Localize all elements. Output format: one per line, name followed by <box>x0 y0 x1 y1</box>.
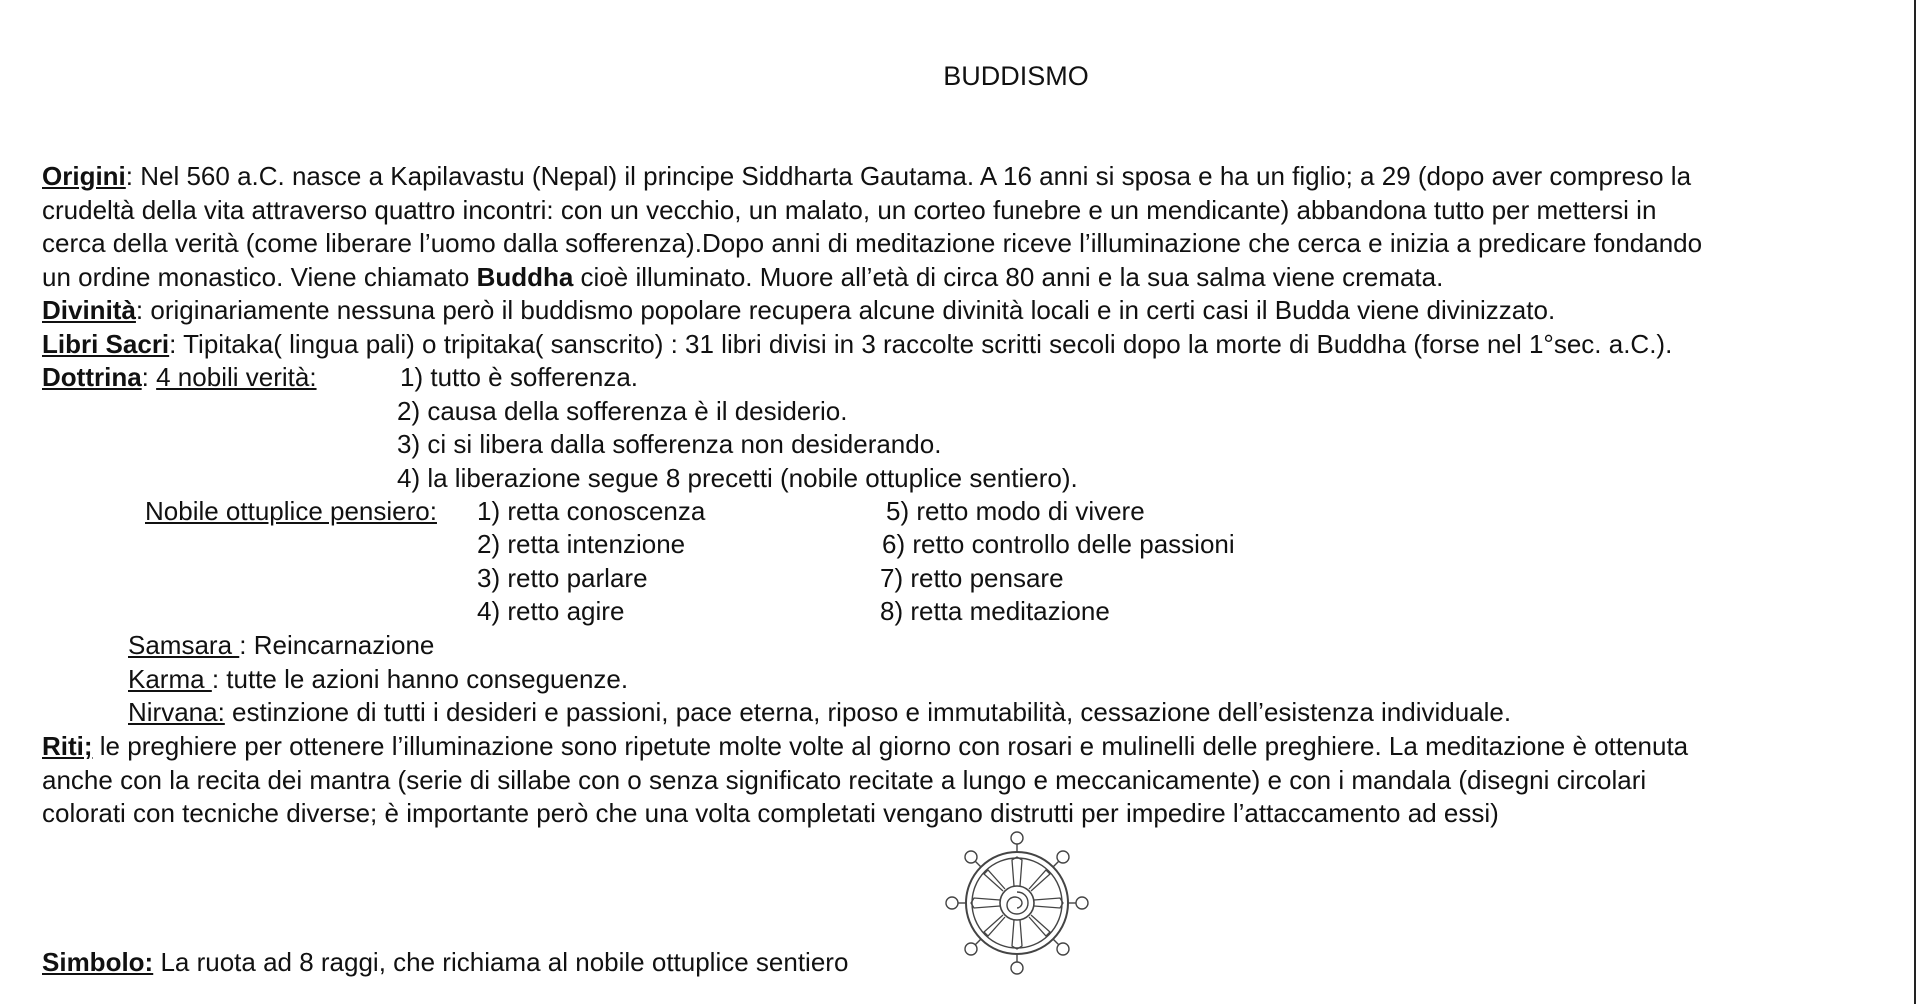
divinita-line: Divinità: originariamente nessuna però il buddismo popolare recupera alcune divinità locali e in certi casi il Budda viene divinizzato. <box>42 295 1556 325</box>
divinita-label: Divinità <box>42 295 136 325</box>
riti-line-3: colorati con tecniche diverse; è importante però che una volta completati vengano distrutti per impedire l’attaccamento ad essi) <box>42 798 1499 828</box>
dharma-wheel-icon <box>944 830 1090 976</box>
simbolo-line: Simbolo: La ruota ad 8 raggi, che richiama al nobile ottuplice sentiero <box>42 947 849 977</box>
path-item: 7) retto pensare <box>880 563 1064 593</box>
path-item: 8) retta meditazione <box>880 596 1110 626</box>
path-item: 3) retto parlare <box>477 563 648 593</box>
dottrina-heading: Dottrina: 4 nobili verità: <box>42 362 317 392</box>
riti-paragraph <box>42 730 1918 831</box>
simbolo-label: Simbolo: <box>42 947 154 977</box>
nirvana-line: Nirvana: estinzione di tutti i desideri e passioni, pace eterna, riposo e immutabilità, cessazione dell’esistenza individuale. <box>128 697 1512 727</box>
page-title: BUDDISMO <box>943 61 1089 91</box>
path-item: 5) retto modo di vivere <box>886 496 1145 526</box>
riti-line-1: Riti; le preghiere per ottenere l’illuminazione sono ripetute molte volte al giorno con rosari e mulinelli delle preghiere. La meditazione è ottenuta <box>42 731 1689 761</box>
nirvana-label: Nirvana: <box>128 697 225 727</box>
dottrina-label: Dottrina <box>42 362 142 392</box>
libri-sacri-label: Libri Sacri <box>42 328 170 359</box>
samsara-line: Samsara : Reincarnazione <box>128 630 435 660</box>
origini-line-2: crudeltà della vita attraverso quattro incontri: con un vecchio, un malato, un corteo funebre e un mendicante) abbandona tutto per mettersi in <box>42 194 1657 225</box>
path-item: 1) retta conoscenza <box>477 496 706 526</box>
path-item: 2) retta intenzione <box>477 529 686 559</box>
nobili-verita-label: 4 nobili verità: <box>156 362 317 392</box>
origini-label: Origini <box>42 161 126 191</box>
origini-paragraph <box>42 160 1918 361</box>
karma-line: Karma : tutte le azioni hanno conseguenze. <box>128 664 629 694</box>
truth-item: 1) tutto è sofferenza. <box>400 362 638 392</box>
origini-line-1: Origini: Nel 560 a.C. nasce a Kapilavastu (Nepal) il principe Siddharta Gautama. A 16 anni si sposa e ha un figlio; a 29 (dopo aver compreso la <box>42 161 1692 191</box>
truth-item: 4) la liberazione segue 8 precetti (nobile ottuplice sentiero). <box>397 463 1078 493</box>
buddha-term: Buddha <box>476 261 574 292</box>
riti-line-2: anche con la recita dei mantra (serie di sillabe con o senza significato recitate a lungo e meccanicamente) e con i mandala (disegni circolari <box>42 764 1647 795</box>
riti-label: Riti; <box>42 731 93 761</box>
karma-label: Karma <box>128 664 212 694</box>
samsara-label: Samsara <box>128 630 240 660</box>
page-edge-line <box>1914 0 1916 1004</box>
libri-sacri-line: Libri Sacri: Tipitaka( lingua pali) o tripitaka( sanscrito) : 31 libri divisi in 3 raccolte scritti secoli dopo la morte di Buddha (forse nel 1°sec. a.C.). <box>42 328 1673 359</box>
ottuplice-label: Nobile ottuplice pensiero: <box>145 496 437 526</box>
path-item: 4) retto agire <box>477 596 625 626</box>
path-item: 6) retto controllo delle passioni <box>882 529 1235 559</box>
wheel-knobs <box>946 832 1088 974</box>
origini-line-3: cerca della verità (come liberare l’uomo dalla sofferenza).Dopo anni di meditazione riceve l’illuminazione che cerca e inizia a predicare fondando <box>42 228 1703 258</box>
truth-item: 2) causa della sofferenza è il desiderio. <box>397 396 848 426</box>
origini-line-4: un ordine monastico. Viene chiamato Buddha cioè illuminato. Muore all’età di circa 80 anni e la sua salma viene cremata. <box>42 261 1444 292</box>
truth-item: 3) ci si libera dalla sofferenza non desiderando. <box>397 429 942 459</box>
